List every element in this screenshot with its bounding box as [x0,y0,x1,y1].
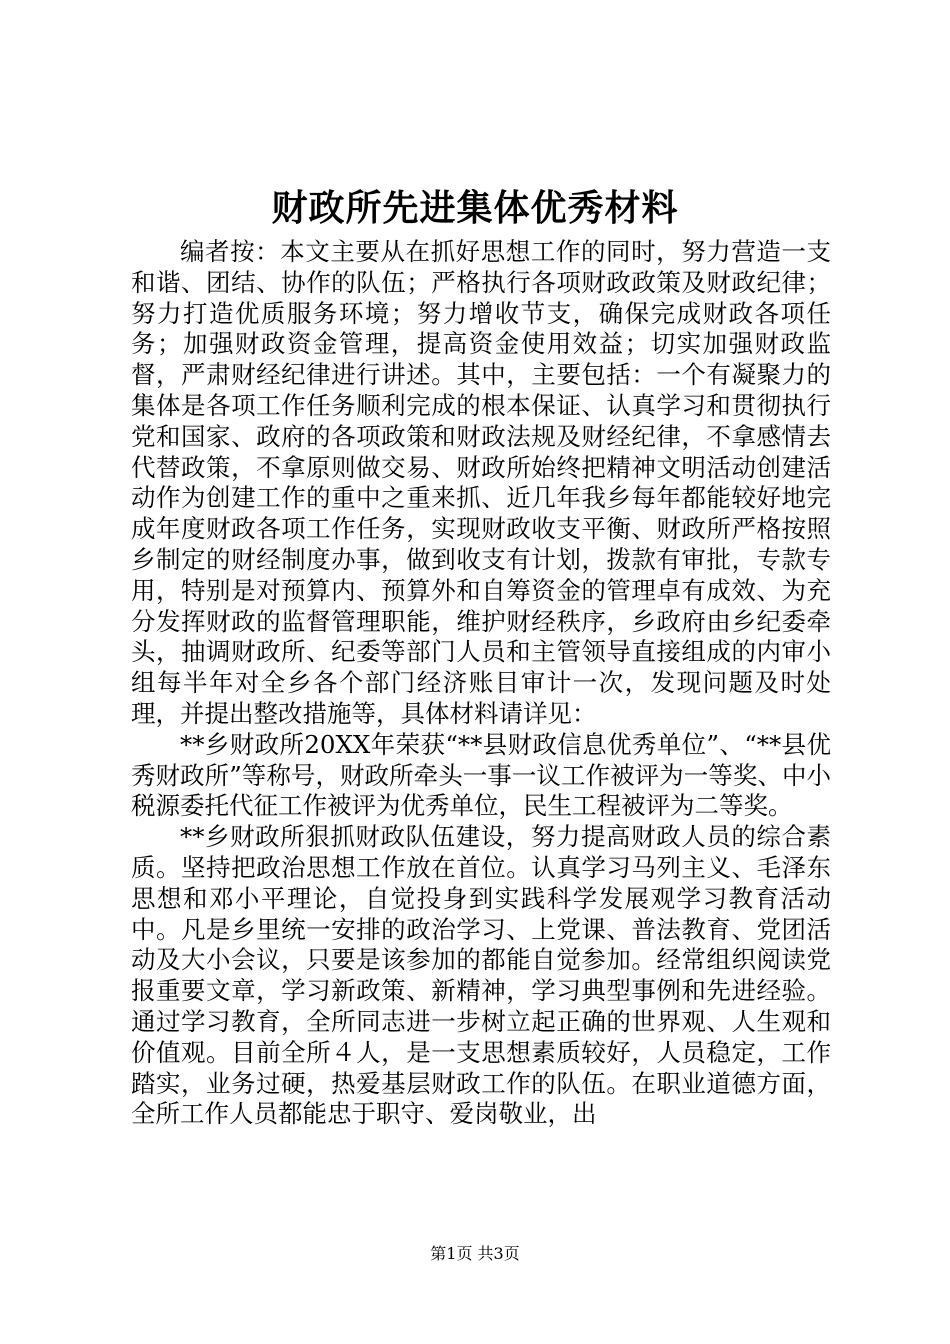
paragraph-editor-note: 编者按：本文主要从在抓好思想工作的同时，努力营造一支和谐、团结、协作的队伍；严格执行各项财政政策及财政纪律；努力打造优质服务环境；努力增收节支，确保完成财政各项任务；加强财政资金管理，提高资金使用效益；切实加强财政监督，严肃财经纪律进行讲述。其中，主要包括：一个有凝聚力的集体是各项工作任务顺利完成的根本保证、认真学习和贯彻执行党和国家、政府的各项政策和财政法规及财经纪律，不拿感情去代替政策，不拿原则做交易、财政所始终把精神文明活动创建活动作为创建工作的重中之重来抓、近几年我乡每年都能较好地完成年度财政各项工作任务，实现财政收支平衡、财政所严格按照乡制定的财经制度办事，做到收支有计划，拨款有审批，专款专用，特别是对预算内、预算外和自筹资金的管理卓有成效、为充分发挥财政的监督管理职能，维护财经秩序，乡政府由乡纪委牵头，抽调财政所、纪委等部门人员和主管领导直接组成的内审小组每半年对全乡各个部门经济账目审计一次，发现问题及时处理，并提出整改措施等，具体材料请详见： [131,237,831,728]
document-body [131,237,831,1130]
paragraph-awards: **乡财政所20XX年荣获“**县财政信息优秀单位”、“**县优秀财政所”等称号，财政所牵头一事一议工作被评为一等奖、中小税源委托代征工作被评为优秀单位，民生工程被评为二等奖。 [131,729,831,821]
paragraph-team-building: **乡财政所狠抓财政队伍建设，努力提高财政人员的综合素质。坚持把政治思想工作放在首位。认真学习马列主义、毛泽东思想和邓小平理论，自觉投身到实践科学发展观学习教育活动中。凡是乡里统一安排的政治学习、上党课、普法教育、党团活动及大小会议，只要是该参加的都能自觉参加。经常组织阅读党报重要文章，学习新政策、新精神，学习典型事例和先进经验。通过学习教育，全所同志进一步树立起正确的世界观、人生观和价值观。目前全所４人，是一支思想素质较好，人员稳定，工作踏实，业务过硬，热爱基层财政工作的队伍。在职业道德方面，全所工作人员都能忠于职守、爱岗敬业，出 [131,822,831,1129]
page-number-footer: 第1页 共3页 [430,1244,520,1263]
document-title: 财政所先进集体优秀材料 [271,187,679,229]
